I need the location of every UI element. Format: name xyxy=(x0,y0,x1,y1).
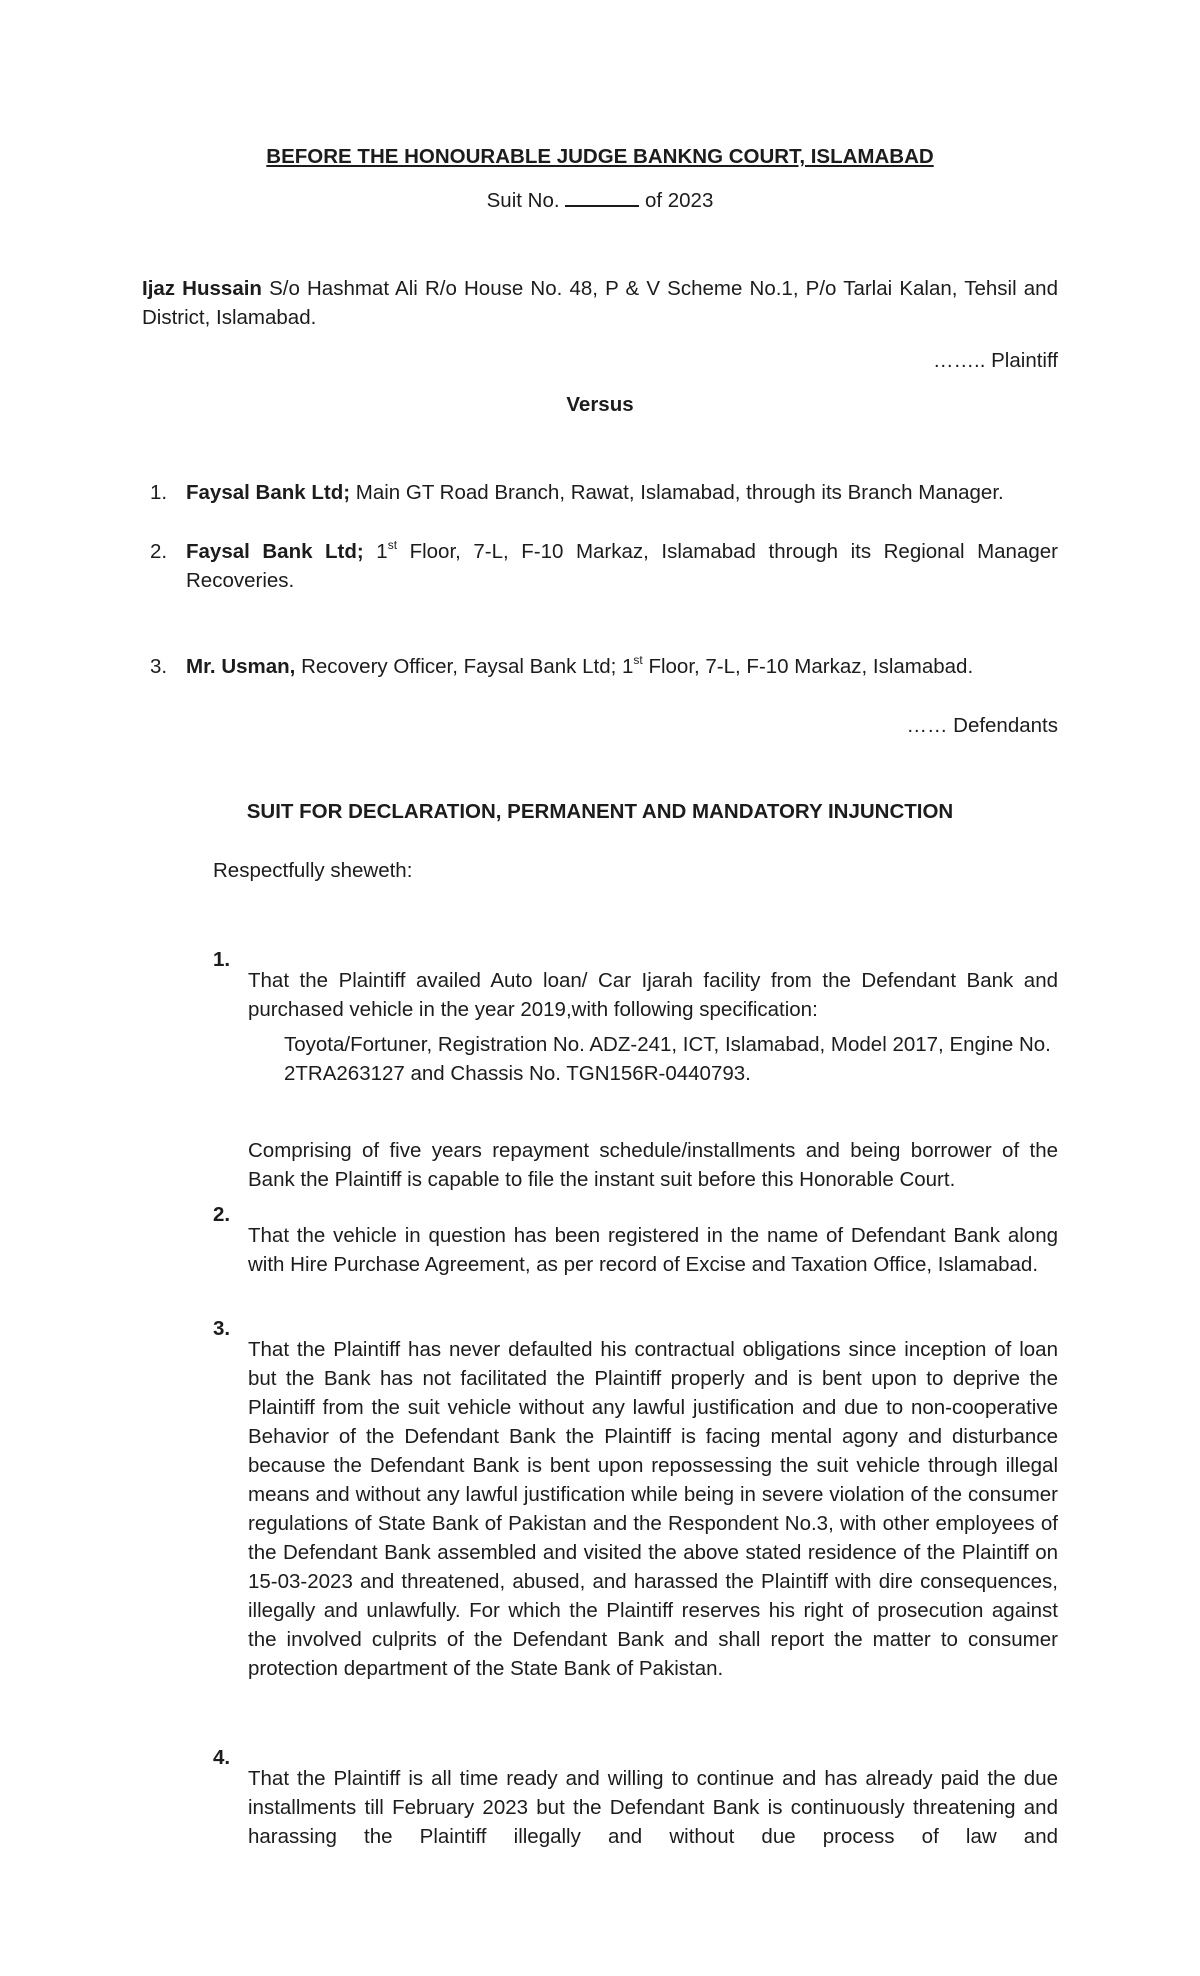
defendant-number: 2. xyxy=(150,540,168,563)
defendant-address: 1 xyxy=(363,540,388,563)
ordinal-suffix: st xyxy=(387,538,398,552)
ordinal-suffix: st xyxy=(633,653,643,667)
paragraph-text: That the vehicle in question has been registered in the name of Defendant Bank along with Hire Purchase Agreement, as per record of Excise and Taxation Office, Islamabad. xyxy=(248,1223,1058,1276)
suit-no-prefix: Suit No. xyxy=(486,189,560,212)
defendant-address-cont: Floor, 7-L, F-10 Markaz, Islamabad. xyxy=(642,655,974,678)
paragraph-number: 4. xyxy=(213,1746,231,1769)
defendant-number: 3. xyxy=(150,655,168,678)
vehicle-specification: Toyota/Fortuner, Registration No. ADZ-241, ICT, Islamabad, Model 2017, Engine No. 2TRA263127 and Chassis No. TGN156R-0440793. xyxy=(284,1033,1051,1085)
suit-no-blank xyxy=(565,187,639,207)
court-title: BEFORE THE HONOURABLE JUDGE BANKNG COURT, ISLAMABAD xyxy=(266,145,934,168)
plaintiff-block xyxy=(142,274,1058,332)
paragraph-number: 3. xyxy=(213,1317,231,1340)
plaintiff-label: …….. Plaintiff xyxy=(933,349,1058,372)
defendant-name: Faysal Bank Ltd; xyxy=(186,540,364,563)
paragraph-number: 1. xyxy=(213,948,231,971)
plaintiff-name: Ijaz Hussain xyxy=(142,277,262,300)
defendant-text xyxy=(186,478,1058,507)
salutation: Respectfully sheweth: xyxy=(213,859,413,882)
defendant-address: Main GT Road Branch, Rawat, Islamabad, through its Branch Manager. xyxy=(350,481,1004,504)
defendant-text xyxy=(186,537,1058,595)
suit-number-line xyxy=(0,186,1200,215)
defendant-name: Mr. Usman, xyxy=(186,655,296,678)
defendant-address: Recovery Officer, Faysal Bank Ltd; 1 xyxy=(295,655,634,678)
paragraph-number: 2. xyxy=(213,1203,231,1226)
paragraph-text: That the Plaintiff availed Auto loan/ Car Ijarah facility from the Defendant Bank and purchased vehicle in the year 2019,with following specification: xyxy=(248,968,1058,1021)
defendant-address-cont: Floor, 7-L, F-10 Markaz, Islamabad through its Regional Manager Recoveries. xyxy=(186,540,1058,592)
paragraph-extra: Comprising of five years repayment schedule/installments and being borrower of the Bank the Plaintiff is capable to file the instant suit before this Honorable Court. xyxy=(248,1138,1058,1191)
paragraph-text: That the Plaintiff is all time ready and willing to continue and has already paid the due installments till February 2023 but the Defendant Bank is continuously threatening and harassing the Plaintiff illegally and without due process of law and xyxy=(248,1766,1058,1848)
defendant-name: Faysal Bank Ltd; xyxy=(186,481,351,504)
defendant-number: 1. xyxy=(150,481,168,504)
defendants-label: …… Defendants xyxy=(906,714,1058,737)
plaintiff-details: S/o Hashmat Ali R/o House No. 48, P & V Scheme No.1, P/o Tarlai Kalan, Tehsil and District, Islamabad. xyxy=(142,277,1058,329)
paragraph-text: That the Plaintiff has never defaulted his contractual obligations since inception of loan but the Bank has not facilitated the Plaintiff properly and is bent upon to deprive the Plaintiff from the suit vehicle without any lawful justification and due to non-cooperative Behavior of the Defendant Bank the Plaintiff is facing mental agony and disturbance because the Defendant Bank is bent upon repossessing the suit vehicle through illegal means and without any lawful justification while being in severe violation of the consumer regulations of State Bank of Pakistan and the Respondent No.3, with other employees of the Defendant Bank assembled and visited the above stated residence of the Plaintiff on 15-03-2023 and threatened, abused, and harassed the Plaintiff with dire consequences, illegally and unlawfully. For which the Plaintiff reserves his right of prosecution against the involved culprits of the Defendant Bank and shall report the matter to consumer protection department of the State Bank of Pakistan. xyxy=(248,1337,1058,1680)
defendant-text xyxy=(186,652,1058,681)
suit-no-suffix: of 2023 xyxy=(644,189,714,212)
versus-heading: Versus xyxy=(566,393,634,416)
suit-title: SUIT FOR DECLARATION, PERMANENT AND MANDATORY INJUNCTION xyxy=(246,800,954,823)
